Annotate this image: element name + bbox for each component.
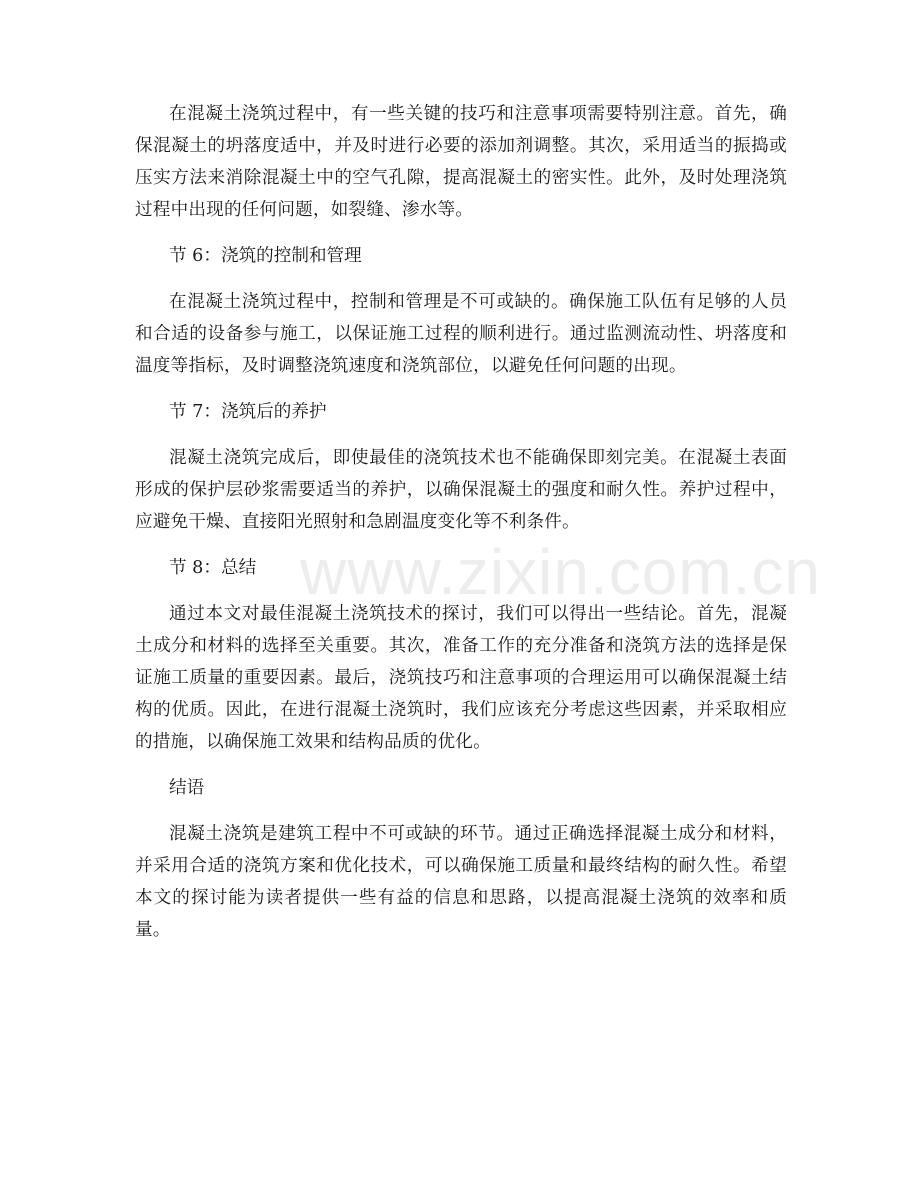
document-body xyxy=(135,98,787,946)
paragraph-summary: 通过本文对最佳混凝土浇筑技术的探讨，我们可以得出一些结论。首先，混凝土成分和材料的选择至关重要。其次，准备工作的充分准备和浇筑方法的选择是保证施工质量的重要因素。最后，浇筑技巧和注意事项的合理运用可以确保混凝土结构的优质。因此，在进行混凝土浇筑时，我们应该充分考虑这些因素，并采取相应的措施，以确保施工效果和结构品质的优化。 xyxy=(135,604,787,752)
paragraph-pouring-techniques: 在混凝土浇筑过程中，有一些关键的技巧和注意事项需要特别注意。首先，确保混凝土的坍落度适中，并及时进行必要的添加剂调整。其次，采用适当的振捣或压实方法来消除混凝土中的空气孔隙，提高混凝土的密实性。此外，及时处理浇筑过程中出现的任何问题，如裂缝、渗水等。 xyxy=(135,104,787,220)
watermark-text: www.zixin.com.cn xyxy=(300,536,821,608)
paragraph-control-management: 在混凝土浇筑过程中，控制和管理是不可或缺的。确保施工队伍有足够的人员和合适的设备参与施工，以保证施工过程的顺利进行。通过监测流动性、坍落度和温度等指标，及时调整浇筑速度和浇筑部位，以避免任何问题的出现。 xyxy=(135,292,787,376)
section-heading-conclusion: 结语 xyxy=(169,778,205,798)
paragraph-curing: 混凝土浇筑完成后，即使最佳的浇筑技术也不能确保即刻完美。在混凝土表面形成的保护层砂浆需要适当的养护，以确保混凝土的强度和耐久性。养护过程中，应避免干燥、直接阳光照射和急剧温度变化等不利条件。 xyxy=(135,448,787,532)
section-heading-6: 节 6：浇筑的控制和管理 xyxy=(169,246,362,266)
section-heading-8: 节 8：总结 xyxy=(169,558,257,578)
section-heading-7: 节 7：浇筑后的养护 xyxy=(169,402,327,422)
paragraph-conclusion: 混凝土浇筑是建筑工程中不可或缺的环节。通过正确选择混凝土成分和材料，并采用合适的浇筑方案和优化技术，可以确保施工质量和最终结构的耐久性。希望本文的探讨能为读者提供一些有益的信息和思路，以提高混凝土浇筑的效率和质量。 xyxy=(135,824,787,940)
